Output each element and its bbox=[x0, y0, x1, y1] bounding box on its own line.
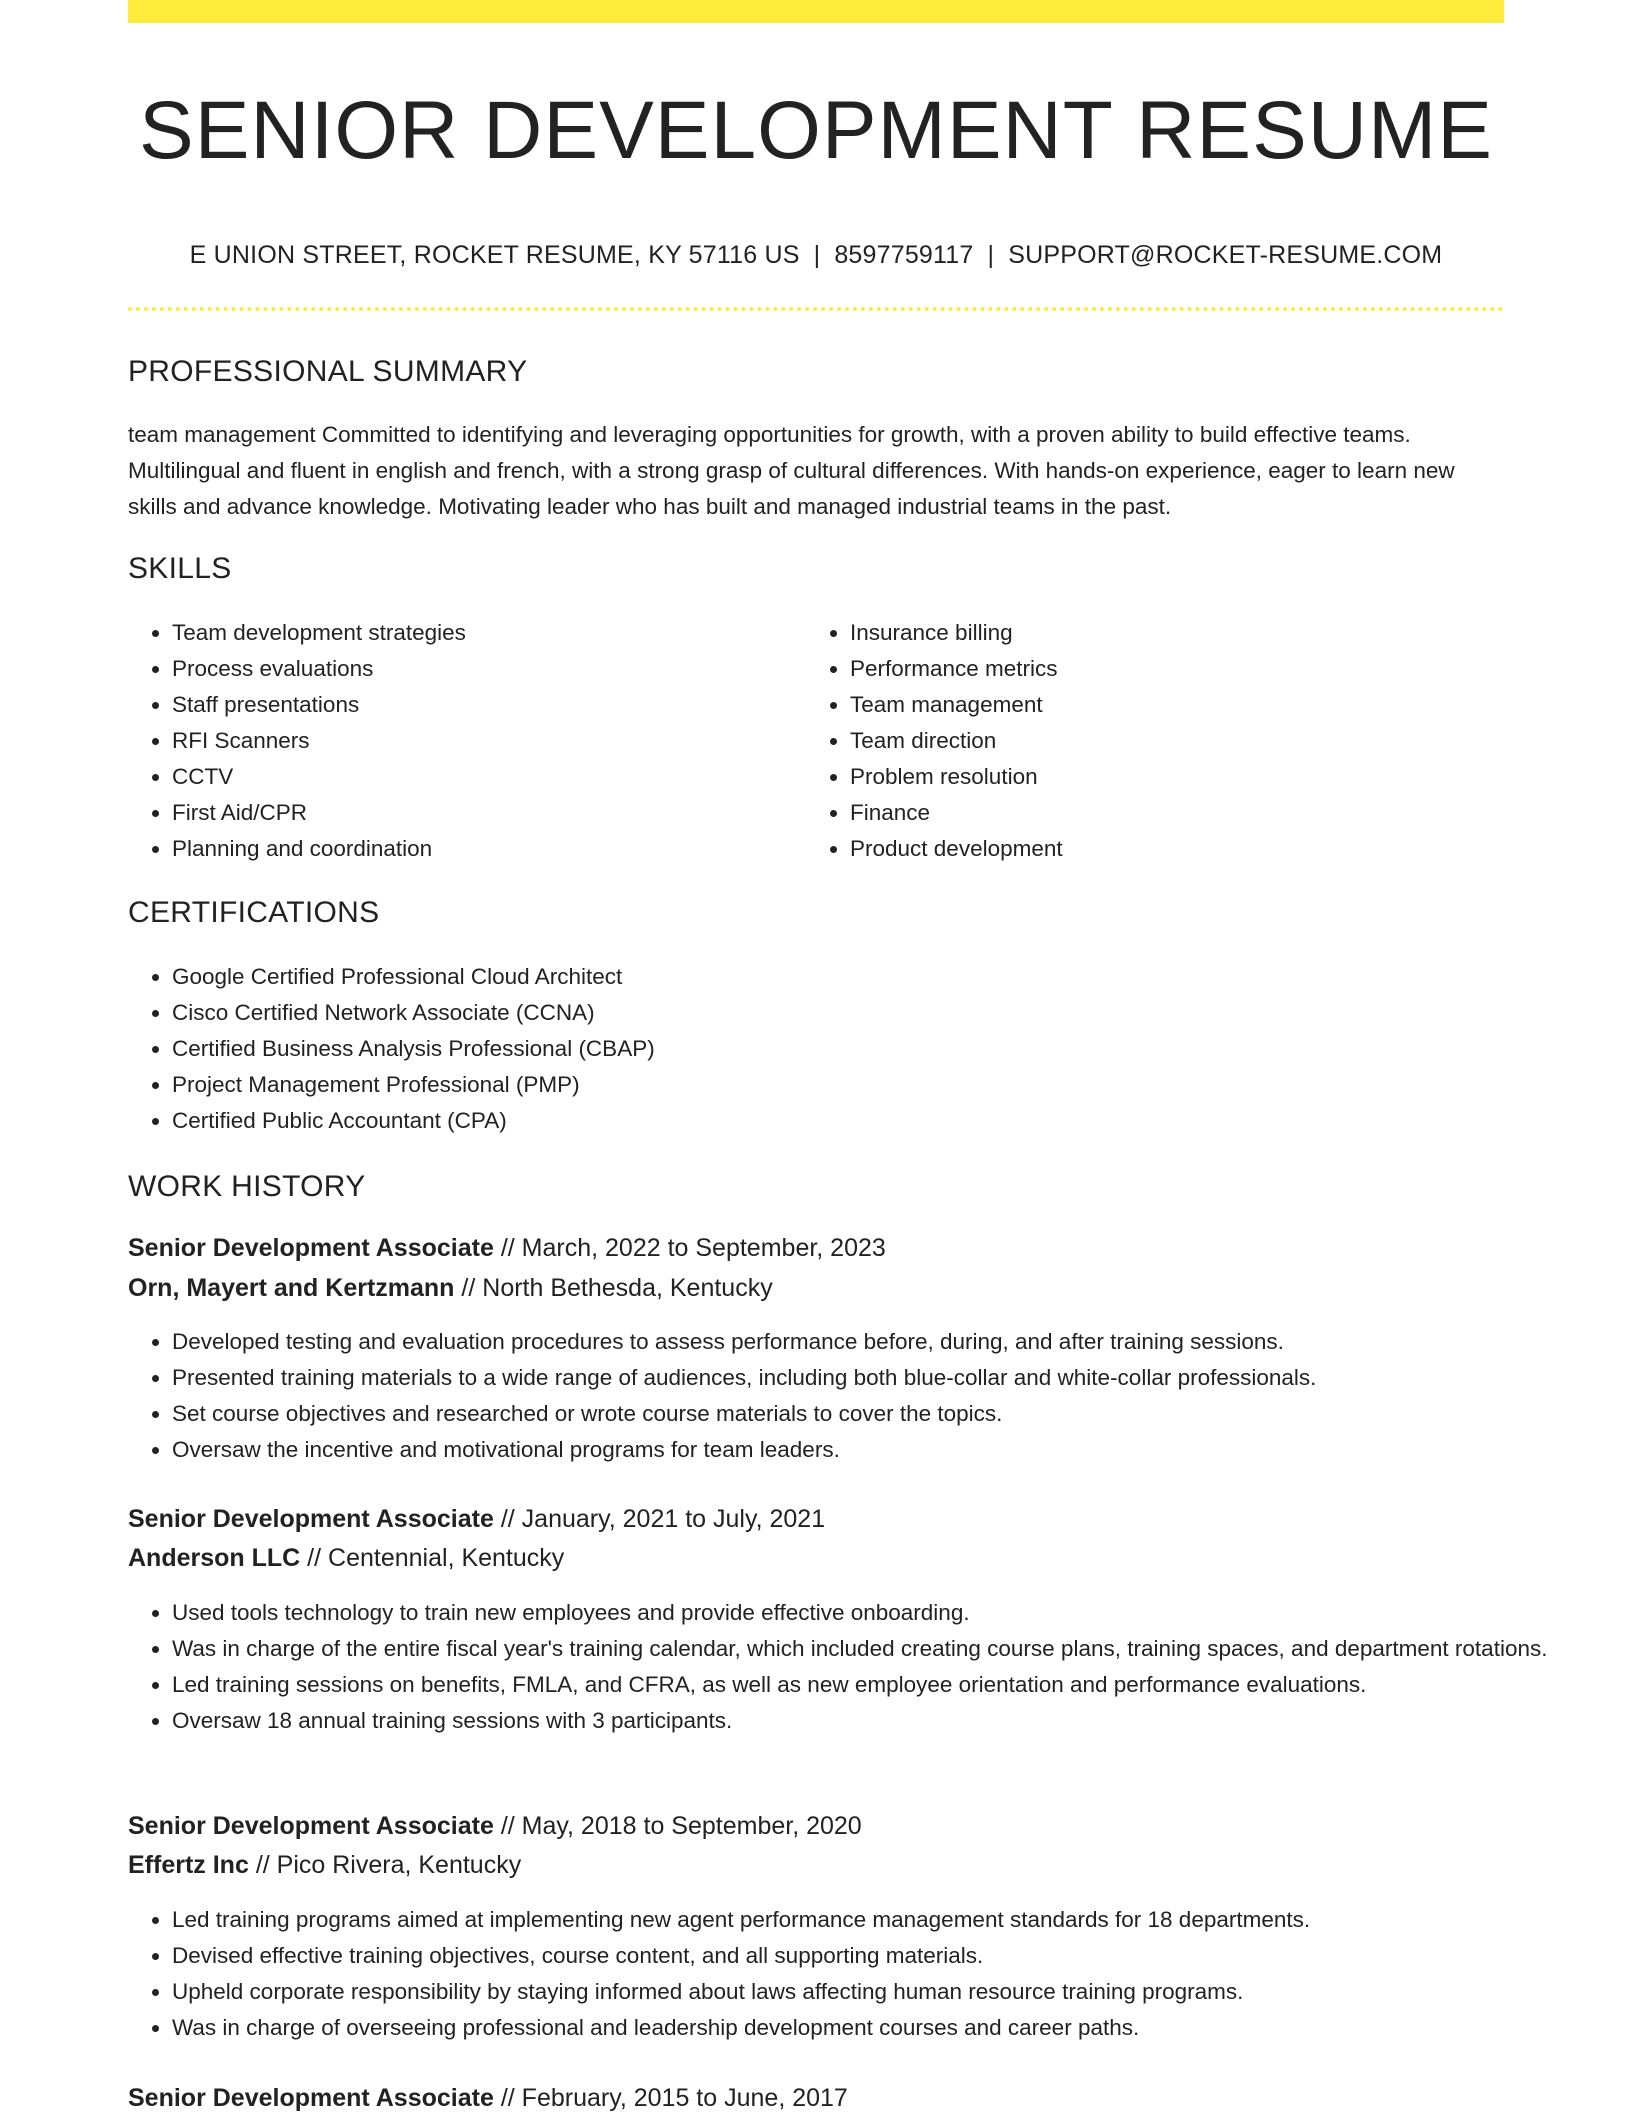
job-location: North Bethesda, Kentucky bbox=[482, 1274, 773, 1302]
list-item: • Developed testing and evaluation procedures to assess performance before, during, and after training sessions. bbox=[172, 1324, 1548, 1360]
skills-heading: SKILLS bbox=[128, 552, 232, 585]
job-title: Senior Development Associate bbox=[128, 1234, 494, 1262]
skills-list-left bbox=[128, 615, 802, 867]
list-item: • Cisco Certified Network Associate (CCNA) bbox=[172, 995, 1502, 1031]
contact-line bbox=[128, 238, 1504, 272]
job-title-line bbox=[128, 1808, 862, 1844]
list-item: • Certified Public Accountant (CPA) bbox=[172, 1103, 1502, 1139]
job-separator: // bbox=[461, 1274, 476, 1302]
top-accent-bar bbox=[128, 0, 1504, 23]
list-item: • Certified Business Analysis Professional (CBAP) bbox=[172, 1031, 1502, 1067]
list-item: • Project Management Professional (PMP) bbox=[172, 1067, 1502, 1103]
skills-list-right bbox=[806, 615, 1480, 867]
list-item: • Team direction bbox=[850, 723, 1480, 759]
list-item: • Was in charge of overseeing professional and leadership development courses and career paths. bbox=[172, 2010, 1548, 2046]
job-title: Senior Development Associate bbox=[128, 1812, 494, 1840]
job-title-line bbox=[128, 1501, 825, 1537]
job-company-line bbox=[128, 1847, 521, 1883]
resume-page bbox=[128, 0, 1548, 2112]
summary-heading: PROFESSIONAL SUMMARY bbox=[128, 355, 528, 388]
list-item: • Insurance billing bbox=[850, 615, 1480, 651]
list-item: • Staff presentations bbox=[172, 687, 802, 723]
job-separator: // bbox=[500, 1812, 515, 1840]
job-bullets bbox=[128, 1902, 1548, 2046]
job-company-line bbox=[128, 1540, 564, 1576]
certifications-heading: CERTIFICATIONS bbox=[128, 896, 380, 929]
list-item: • Planning and coordination bbox=[172, 831, 802, 867]
list-item: • Oversaw the incentive and motivational programs for team leaders. bbox=[172, 1432, 1548, 1468]
job-separator: // bbox=[500, 1505, 515, 1533]
dotted-divider bbox=[128, 307, 1504, 311]
job-dates: February, 2015 to June, 2017 bbox=[521, 2084, 848, 2112]
job-separator: // bbox=[500, 2084, 515, 2112]
job-dates: May, 2018 to September, 2020 bbox=[521, 1812, 862, 1840]
list-item: • Process evaluations bbox=[172, 651, 802, 687]
job-location: Centennial, Kentucky bbox=[328, 1544, 565, 1572]
contact-separator: | bbox=[987, 241, 995, 269]
job-dates: January, 2021 to July, 2021 bbox=[521, 1505, 826, 1533]
list-item: • Team development strategies bbox=[172, 615, 802, 651]
list-item: • Oversaw 18 annual training sessions with 3 participants. bbox=[172, 1703, 1548, 1739]
job-title-line bbox=[128, 2080, 848, 2116]
job-bullets bbox=[128, 1595, 1548, 1739]
list-item: • Product development bbox=[850, 831, 1480, 867]
job-separator: // bbox=[307, 1544, 322, 1572]
list-item: • Upheld corporate responsibility by staying informed about laws affecting human resource training programs. bbox=[172, 1974, 1548, 2010]
job-separator: // bbox=[255, 1851, 270, 1879]
list-item: • CCTV bbox=[172, 759, 802, 795]
job-separator: // bbox=[500, 1234, 515, 1262]
certifications-list bbox=[128, 959, 1502, 1139]
list-item: • Team management bbox=[850, 687, 1480, 723]
job-company-line bbox=[128, 1270, 773, 1306]
list-item: • Set course objectives and researched or wrote course materials to cover the topics. bbox=[172, 1396, 1548, 1432]
list-item: • Devised effective training objectives, course content, and all supporting materials. bbox=[172, 1938, 1548, 1974]
list-item: • Problem resolution bbox=[850, 759, 1480, 795]
address-text: E UNION STREET, ROCKET RESUME, KY 57116 US bbox=[189, 241, 800, 269]
list-item: • Led training programs aimed at implementing new agent performance management standards for 18 departments. bbox=[172, 1902, 1548, 1938]
list-item: • Led training sessions on benefits, FMLA, and CFRA, as well as new employee orientation and performance evaluations. bbox=[172, 1667, 1548, 1703]
job-company: Anderson LLC bbox=[128, 1544, 301, 1572]
job-company: Orn, Mayert and Kertzmann bbox=[128, 1274, 455, 1302]
contact-separator: | bbox=[813, 241, 821, 269]
job-title: Senior Development Associate bbox=[128, 2084, 494, 2112]
work-history-heading: WORK HISTORY bbox=[128, 1170, 366, 1203]
list-item: • Presented training materials to a wide range of audiences, including both blue-collar and white-collar professionals. bbox=[172, 1360, 1548, 1396]
list-item: • Google Certified Professional Cloud Architect bbox=[172, 959, 1502, 995]
summary-text: team management Committed to identifying and leveraging opportunities for growth, with a proven ability to build effective teams. Multilingual and fluent in english and french, with a strong grasp of cultural differences. With hands-on experience, eager to learn new skills and advance knowledge. Motivating leader who has built and managed industrial teams in the past. bbox=[128, 422, 1455, 519]
job-location: Pico Rivera, Kentucky bbox=[276, 1851, 522, 1879]
resume-title: SENIOR DEVELOPMENT RESUME bbox=[139, 85, 1493, 176]
list-item: • Used tools technology to train new employees and provide effective onboarding. bbox=[172, 1595, 1548, 1631]
list-item: • Performance metrics bbox=[850, 651, 1480, 687]
job-bullets bbox=[128, 1324, 1548, 1468]
job-title-line bbox=[128, 1230, 886, 1266]
list-item: • First Aid/CPR bbox=[172, 795, 802, 831]
job-company: Effertz Inc bbox=[128, 1851, 249, 1879]
list-item: • Was in charge of the entire fiscal year's training calendar, which included creating course plans, training spaces, and department rotations. bbox=[172, 1631, 1548, 1667]
job-dates: March, 2022 to September, 2023 bbox=[521, 1234, 886, 1262]
list-item: • RFI Scanners bbox=[172, 723, 802, 759]
list-item: • Finance bbox=[850, 795, 1480, 831]
phone-text: 8597759117 bbox=[834, 241, 974, 269]
email-link[interactable]: SUPPORT@ROCKET-RESUME.COM bbox=[1008, 241, 1443, 269]
job-title: Senior Development Associate bbox=[128, 1505, 494, 1533]
